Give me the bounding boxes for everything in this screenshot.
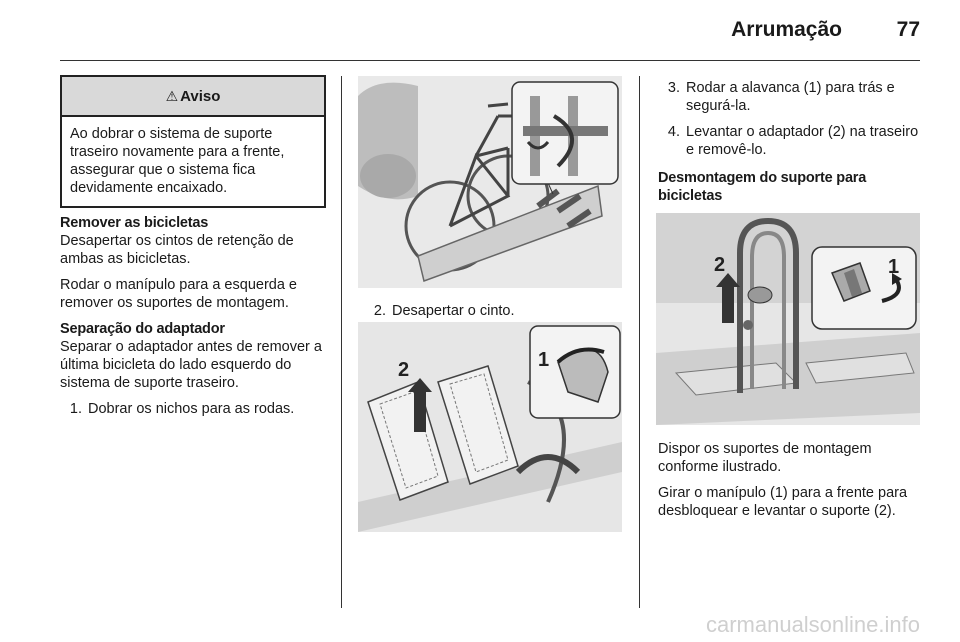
step-2	[364, 302, 624, 320]
header-rule	[60, 60, 920, 61]
step-4-number: 4.	[667, 124, 680, 140]
step-3	[658, 79, 922, 115]
column-1	[60, 214, 326, 418]
paragraph-separate: Separar o adaptador antes de remover a última bicicleta do lado esquerdo do sistema de suporte traseiro.	[60, 339, 322, 391]
heading-dismount-rack: Desmontagem do suporte para bicicletas	[658, 170, 867, 204]
page-number: 77	[896, 18, 920, 41]
figure-bicycle-rack-drawing	[358, 76, 622, 288]
page-header	[0, 0, 960, 62]
column-divider-left	[341, 76, 342, 608]
warning-body: Ao dobrar o sistema de suporte traseiro novamente para a frente, assegurar que o sistema fica devidamente encaixado.	[70, 126, 285, 196]
column-divider-right	[639, 76, 640, 608]
step-3-text: Rodar a alavanca (1) para trás e segurá-la.	[686, 80, 895, 114]
figure-2-label-1: 1	[538, 349, 550, 371]
warning-header	[62, 77, 324, 117]
paragraph-dismount-2: Girar o manípulo (1) para a frente para desbloquear e levantar o suporte (2).	[658, 485, 908, 519]
step-4-text: Levantar o adaptador (2) na traseiro e removê-lo.	[686, 124, 919, 158]
heading-remove-bicycles: Remover as bicicletas	[60, 215, 209, 231]
step-2-number: 2.	[373, 303, 386, 319]
watermark: carmanualsonline.info	[705, 612, 920, 637]
figure-3-label-2: 2	[714, 254, 726, 276]
warning-box	[60, 75, 326, 208]
step-1-text: Dobrar os nichos para as rodas.	[88, 401, 295, 417]
step-1	[60, 400, 326, 418]
warning-title: Aviso	[180, 87, 221, 105]
paragraph-remove-1: Desapertar os cintos de retenção de ambas as bicicletas.	[60, 233, 294, 267]
figure-rack-dismount	[656, 213, 920, 425]
section-title: Arrumação	[731, 18, 842, 41]
heading-separate-adapter: Separação do adaptador	[60, 321, 225, 337]
figure-2-label-2: 2	[398, 359, 410, 381]
figure-wheel-trays-drawing	[358, 322, 622, 532]
column-2	[364, 302, 624, 320]
column-3-lower	[658, 440, 922, 528]
step-4	[658, 123, 922, 159]
figure-wheel-trays	[358, 322, 622, 532]
paragraph-dismount-1: Dispor os suportes de montagem conforme ilustrado.	[658, 441, 872, 475]
figure-bicycle-rack	[358, 76, 622, 288]
figure-3-label-1: 1	[888, 256, 900, 278]
step-1-number: 1.	[69, 401, 82, 417]
figure-rack-dismount-drawing	[656, 213, 920, 425]
column-3	[658, 79, 922, 205]
warning-triangle-icon: ⚠	[165, 87, 179, 104]
step-2-text: Desapertar o cinto.	[392, 303, 515, 319]
step-3-number: 3.	[667, 80, 680, 96]
paragraph-remove-2: Rodar o manípulo para a esquerda e remover os suportes de montagem.	[60, 277, 297, 311]
